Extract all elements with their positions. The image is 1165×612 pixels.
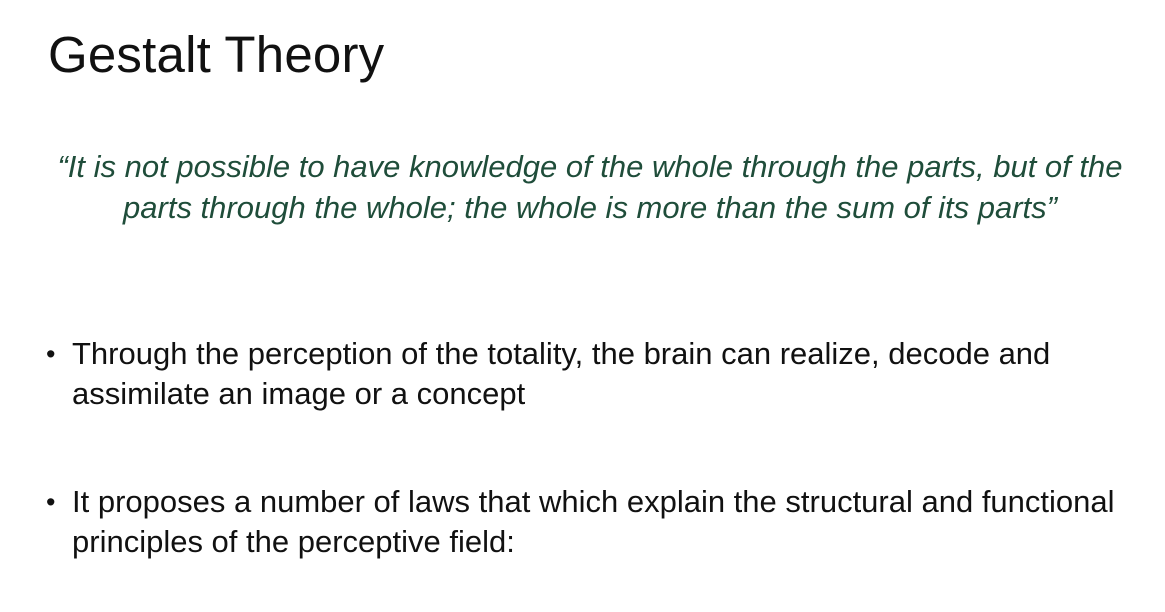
- bullet-item: [46, 334, 1126, 414]
- bullet-icon: •: [46, 487, 56, 517]
- bullet-icon: •: [46, 339, 56, 369]
- bullet-text: Through the perception of the totality, the brain can realize, decode and assimilate an image or a concept: [72, 336, 1051, 411]
- bullet-list: [46, 334, 1126, 562]
- bullet-item: [46, 482, 1126, 562]
- bullet-text: It proposes a number of laws that which explain the structural and functional principles of the perceptive field:: [72, 484, 1115, 559]
- quote-text: “It is not possible to have knowledge of the whole through the parts, but of the parts through the whole; the whole is more than the sum of its parts”: [57, 149, 1123, 225]
- slide-title: Gestalt Theory: [48, 26, 385, 83]
